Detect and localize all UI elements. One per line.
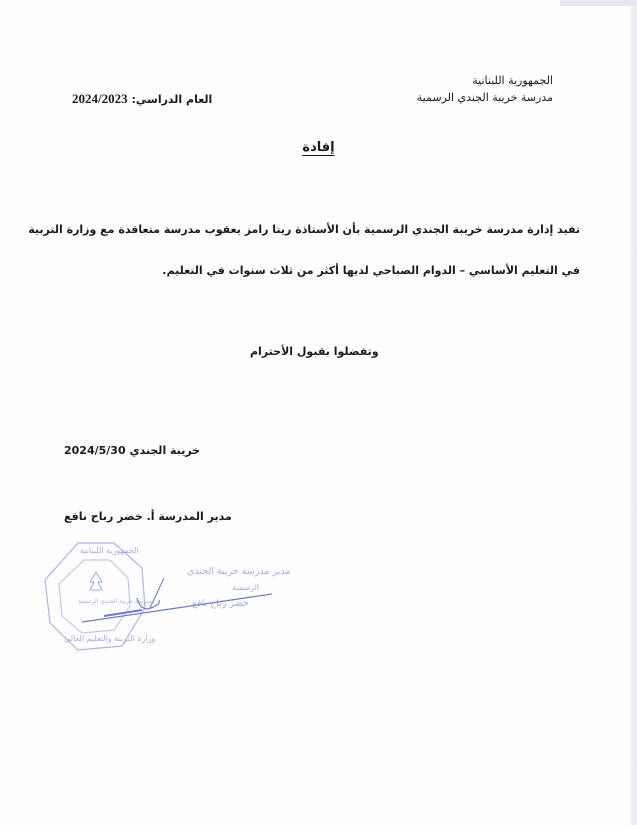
document-title: إفادة <box>302 140 335 155</box>
academic-year-label: العام الدراسي: <box>131 93 213 106</box>
scan-edge <box>630 0 637 825</box>
seal-top-text: الجمهورية اللبنانية <box>80 546 139 555</box>
academic-year-value: 2024/2023 <box>72 91 128 106</box>
academic-year <box>72 91 212 108</box>
place-and-date: خريبة الجندي 2024/5/30 <box>64 444 201 457</box>
signature-line-1: مدير مدرسة خريبة الجندي <box>187 566 291 577</box>
seal-center-text: مدرسة خريبة الجندي الرسمية <box>78 598 153 605</box>
country-name: الجمهورية اللبنانية <box>472 74 553 87</box>
seal-bottom-text: وزارة التربية والتعليم العالي <box>64 634 156 643</box>
letterhead <box>417 72 553 106</box>
signature-line-2: الرسمية <box>232 583 260 592</box>
signer-name: مدير المدرسة أ. خضر رباح نافع <box>64 510 232 523</box>
closing-remark: وتفضلوا بقبول الأحترام <box>250 345 379 358</box>
scan-edge-top <box>560 0 637 6</box>
certificate-body-line-1: تفيد إدارة مدرسة خريبة الجندي الرسمية بأن الأستاذة ريتا رامز يعقوب مدرسة متعاقدة مع وزارة التربية <box>28 223 580 236</box>
certificate-body-line-2: في التعليم الأساسي – الدوام الصباحي لديها أكثر من ثلاث سنوات في التعليم. <box>162 264 580 277</box>
signature-line-3: خضر رباح نافع <box>192 598 249 609</box>
school-name: مدرسة خريبة الجندي الرسمية <box>416 91 553 104</box>
official-stamp <box>42 538 292 658</box>
